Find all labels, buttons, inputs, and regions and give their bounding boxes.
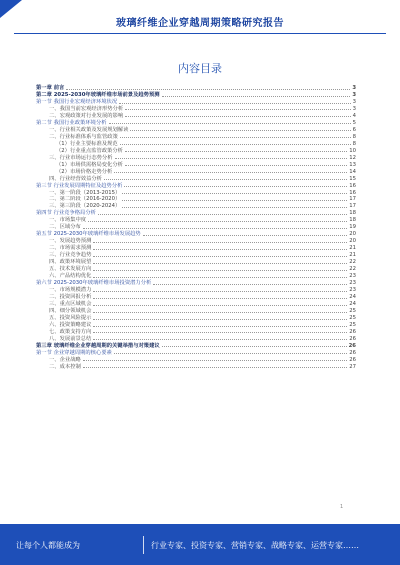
toc-entry-page: 14 <box>349 168 356 175</box>
toc-entry[interactable] <box>36 209 356 216</box>
toc-entry-title: 第三节 行业发展周期特征及趋势分析 <box>36 182 123 189</box>
toc-entry-page: 13 <box>349 161 356 168</box>
toc-entry-title: 第二章 2025-2030年玻璃纤维市场前景及趋势预测 <box>36 91 160 98</box>
toc-entry-title: 一、市场集中度 <box>49 217 87 224</box>
toc-leader-dots <box>115 158 348 159</box>
toc-entry-page: 16 <box>349 189 356 196</box>
toc-entry[interactable] <box>36 147 356 154</box>
toc-entry-page: 21 <box>349 252 356 259</box>
toc-entry[interactable] <box>36 196 356 203</box>
report-title: 玻璃纤维企业穿越周期策略研究报告 <box>116 18 284 29</box>
toc-leader-dots <box>93 326 347 327</box>
toc-entry-title: （2）市场价格走势分析 <box>56 168 113 175</box>
header-rule <box>14 33 386 34</box>
toc-leader-dots <box>119 103 350 104</box>
toc-entry-page: 8 <box>352 133 356 140</box>
toc-entry-page: 3 <box>352 84 356 91</box>
toc-entry-title: 四、政策环境展望 <box>49 259 92 266</box>
toc-leader-dots <box>122 207 347 208</box>
toc-leader-dots <box>120 137 351 138</box>
toc-leader-dots <box>93 277 347 278</box>
toc-entry-title: 第二节 我国行业政策环境分析 <box>36 119 107 126</box>
toc-entry-page: 4 <box>352 112 356 119</box>
toc-entry-page: 21 <box>349 245 356 252</box>
toc-leader-dots <box>93 242 347 243</box>
toc-entry-title: 五、技术发展方向 <box>49 266 92 273</box>
toc-entry[interactable] <box>36 335 356 342</box>
toc-entry[interactable] <box>36 182 356 189</box>
toc-entry-page: 24 <box>349 294 356 301</box>
toc-entry-title: 三、重点区域机会 <box>49 301 92 307</box>
toc-entry-page: 6 <box>352 126 356 133</box>
toc-entry-title: 六、投资策略建议 <box>49 321 92 328</box>
toc-entry-page: 26 <box>349 335 356 342</box>
toc-entry-title: 四、细分领域机会 <box>49 307 92 314</box>
toc-entry-page: 16 <box>349 182 356 189</box>
footer-tagline: 行业专家、投资专家、营销专家、战略专家、运营专家…… <box>151 541 359 550</box>
toc-leader-dots <box>125 165 347 166</box>
toc-entry-page: 23 <box>349 287 356 294</box>
toc-leader-dots <box>162 96 351 97</box>
toc-leader-dots <box>130 130 350 131</box>
toc-entry[interactable] <box>36 328 356 335</box>
toc-entry[interactable] <box>36 300 356 307</box>
toc-entry[interactable] <box>36 279 356 286</box>
toc-entry-title: 六、产品结构优化 <box>49 273 92 280</box>
toc-entry[interactable] <box>36 91 356 98</box>
toc-entry-page: 22 <box>349 259 356 266</box>
toc-leader-dots <box>93 305 347 306</box>
toc-leader-dots <box>93 332 347 333</box>
toc-entry[interactable] <box>36 349 356 356</box>
toc-entry[interactable] <box>36 272 356 279</box>
toc-leader-dots <box>93 249 347 250</box>
toc-leader-dots <box>153 284 347 285</box>
toc-entry-title: 第三章 玻璃纤维企业穿越周期的关键举措与对策建议 <box>36 342 160 349</box>
toc-entry-page: 25 <box>349 321 356 328</box>
toc-entry-title: 一、行业相关政策及发展规划解读 <box>49 126 129 133</box>
toc-entry-title: 第六节 2025-2030年玻璃纤维市场投资潜力分析 <box>36 280 152 287</box>
toc-entry[interactable] <box>36 154 356 161</box>
toc-entry[interactable] <box>36 230 356 237</box>
toc-entry-title: （2）行业重点监管政策分析 <box>56 147 123 154</box>
toc-entry[interactable] <box>36 293 356 300</box>
toc-leader-dots <box>114 172 347 173</box>
toc-entry[interactable] <box>36 216 356 223</box>
toc-entry-page: 24 <box>349 301 356 307</box>
toc-entry-title: 一、发展趋势预测 <box>49 238 92 245</box>
toc-leader-dots <box>83 367 347 368</box>
toc-entry[interactable] <box>36 342 356 349</box>
toc-entry[interactable] <box>36 251 356 258</box>
toc-entry-title: 第一节 我国行业宏观经济环境状况 <box>36 98 118 105</box>
toc-entry[interactable] <box>36 237 356 244</box>
toc-entry-title: 第一节 企业穿越周期的核心要素 <box>36 349 112 356</box>
toc-entry-page: 23 <box>349 280 356 287</box>
toc-entry-page: 25 <box>349 314 356 321</box>
toc-leader-dots <box>125 116 350 117</box>
toc-entry-page: 20 <box>349 238 356 245</box>
toc-entry-title: 三、第三阶段（2020-2024） <box>49 203 121 210</box>
page-number: 1 <box>340 504 344 510</box>
toc-entry-title: 第五节 2025-2030年玻璃纤维市场发展趋势 <box>36 231 141 238</box>
toc-entry[interactable] <box>36 356 356 363</box>
toc-entry-title: 第一章 前言 <box>36 84 65 91</box>
toc-entry-title: 二、宏观政策对行业发展的影响 <box>49 112 124 119</box>
toc-entry-title: 四、行业经营效益分析 <box>49 175 102 182</box>
toc-leader-dots <box>143 235 348 236</box>
toc-entry[interactable] <box>36 84 356 91</box>
toc-entry-page: 26 <box>348 342 356 349</box>
toc-entry[interactable] <box>36 119 356 126</box>
toc-entry-page: 17 <box>349 203 356 210</box>
toc-entry[interactable] <box>36 189 356 196</box>
toc-entry[interactable] <box>36 133 356 140</box>
toc-leader-dots <box>83 228 347 229</box>
toc-entry-title: 一、企业战略 <box>49 356 81 363</box>
toc-entry[interactable] <box>36 265 356 272</box>
toc-entry-page: 12 <box>349 154 356 161</box>
toc-leader-dots <box>114 353 347 354</box>
toc-entry-page: 10 <box>349 147 356 154</box>
toc-entry-page: 19 <box>349 224 356 231</box>
toc-entry-title: 第四节 行业竞争格局分析 <box>36 210 96 217</box>
toc-entry[interactable] <box>36 175 356 182</box>
toc-leader-dots <box>93 312 347 313</box>
toc-entry-title: 二、第二阶段（2016-2020） <box>49 196 121 203</box>
toc-entry[interactable] <box>36 202 356 209</box>
toc-entry-title: 三、行业竞争趋势 <box>49 252 92 259</box>
toc-entry-page: 3 <box>352 98 356 105</box>
toc-entry-title: 二、成本控制 <box>49 363 81 370</box>
toc-leader-dots <box>122 193 347 194</box>
toc-entry-page: 26 <box>349 356 356 363</box>
toc-entry-page: 26 <box>349 328 356 335</box>
toc-entry-title: 七、政策支持方向 <box>49 328 92 335</box>
toc-leader-dots <box>93 298 347 299</box>
toc-entry-page: 17 <box>349 196 356 203</box>
toc-heading: 内容目录 <box>178 62 222 75</box>
toc-entry[interactable] <box>36 321 356 328</box>
toc-entry-title: 二、行业标准体系与监管政策 <box>49 133 118 140</box>
toc-leader-dots <box>93 319 347 320</box>
toc-entry-page: 22 <box>349 266 356 273</box>
toc-entry-page: 3 <box>352 105 356 112</box>
toc-leader-dots <box>98 214 347 215</box>
toc-entry-page: 23 <box>349 273 356 280</box>
toc-entry[interactable] <box>36 112 356 119</box>
toc-leader-dots <box>162 346 347 347</box>
toc-entry[interactable] <box>36 314 356 321</box>
toc-entry[interactable] <box>36 105 356 112</box>
toc-entry-title: 五、投资风险提示 <box>49 314 92 321</box>
toc-leader-dots <box>122 200 347 201</box>
toc-leader-dots <box>125 109 350 110</box>
toc-leader-dots <box>124 186 347 187</box>
toc-entry-page: 18 <box>349 210 356 217</box>
toc-leader-dots <box>93 256 347 257</box>
toc-leader-dots <box>120 144 351 145</box>
toc-leader-dots <box>93 339 347 340</box>
toc-entry[interactable] <box>36 140 356 147</box>
toc-entry-title: （1）行业主要标准及规范 <box>56 140 118 147</box>
toc-entry-page: 15 <box>349 175 356 182</box>
toc-leader-dots <box>83 360 347 361</box>
toc-entry-page: 26 <box>349 349 356 356</box>
toc-leader-dots <box>88 221 347 222</box>
toc-entry-title: 一、市场规模潜力 <box>49 287 92 294</box>
toc-entry[interactable] <box>36 244 356 251</box>
toc-leader-dots <box>66 89 350 90</box>
footer-divider <box>143 536 144 554</box>
toc-entry-title: 二、区域分布 <box>49 224 81 231</box>
toc-leader-dots <box>109 123 351 124</box>
toc-leader-dots <box>104 179 347 180</box>
toc-entry[interactable] <box>36 168 356 175</box>
toc-entry-page: 20 <box>349 231 356 238</box>
toc-entry-page: 8 <box>352 140 356 147</box>
toc-entry-title: 二、市场需求预测 <box>49 245 92 252</box>
toc-entry[interactable] <box>36 126 356 133</box>
toc-entry[interactable] <box>36 98 356 105</box>
toc-entry-title: 八、发展前景总结 <box>49 335 92 342</box>
toc-leader-dots <box>93 291 347 292</box>
toc-entry[interactable] <box>36 223 356 230</box>
toc-leader-dots <box>93 270 347 271</box>
toc-entry-page: 3 <box>352 91 356 98</box>
toc-entry-page: 5 <box>352 119 356 126</box>
toc-entry[interactable] <box>36 286 356 293</box>
toc-entry-title: 三、行业市场运行态势分析 <box>49 154 113 161</box>
toc-leader-dots <box>93 263 347 264</box>
toc-entry[interactable] <box>36 307 356 314</box>
footer-slogan: 让每个人都能成为 <box>16 541 80 550</box>
toc-entry-title: 二、投资回报分析 <box>49 294 92 301</box>
toc-entry-page: 18 <box>349 217 356 224</box>
toc-entry-page: 27 <box>349 363 356 370</box>
toc-entry-title: 一、第一阶段（2013-2015） <box>49 189 121 196</box>
toc-entry-title: （1）市场供需格局变化分析 <box>56 161 123 168</box>
table-of-contents <box>36 84 356 370</box>
toc-entry[interactable] <box>36 363 356 370</box>
toc-entry-title: 一、我国当前宏观经济形势分析 <box>49 105 124 112</box>
toc-entry[interactable] <box>36 161 356 168</box>
toc-leader-dots <box>125 151 347 152</box>
toc-entry-page: 25 <box>349 307 356 314</box>
toc-entry[interactable] <box>36 258 356 265</box>
